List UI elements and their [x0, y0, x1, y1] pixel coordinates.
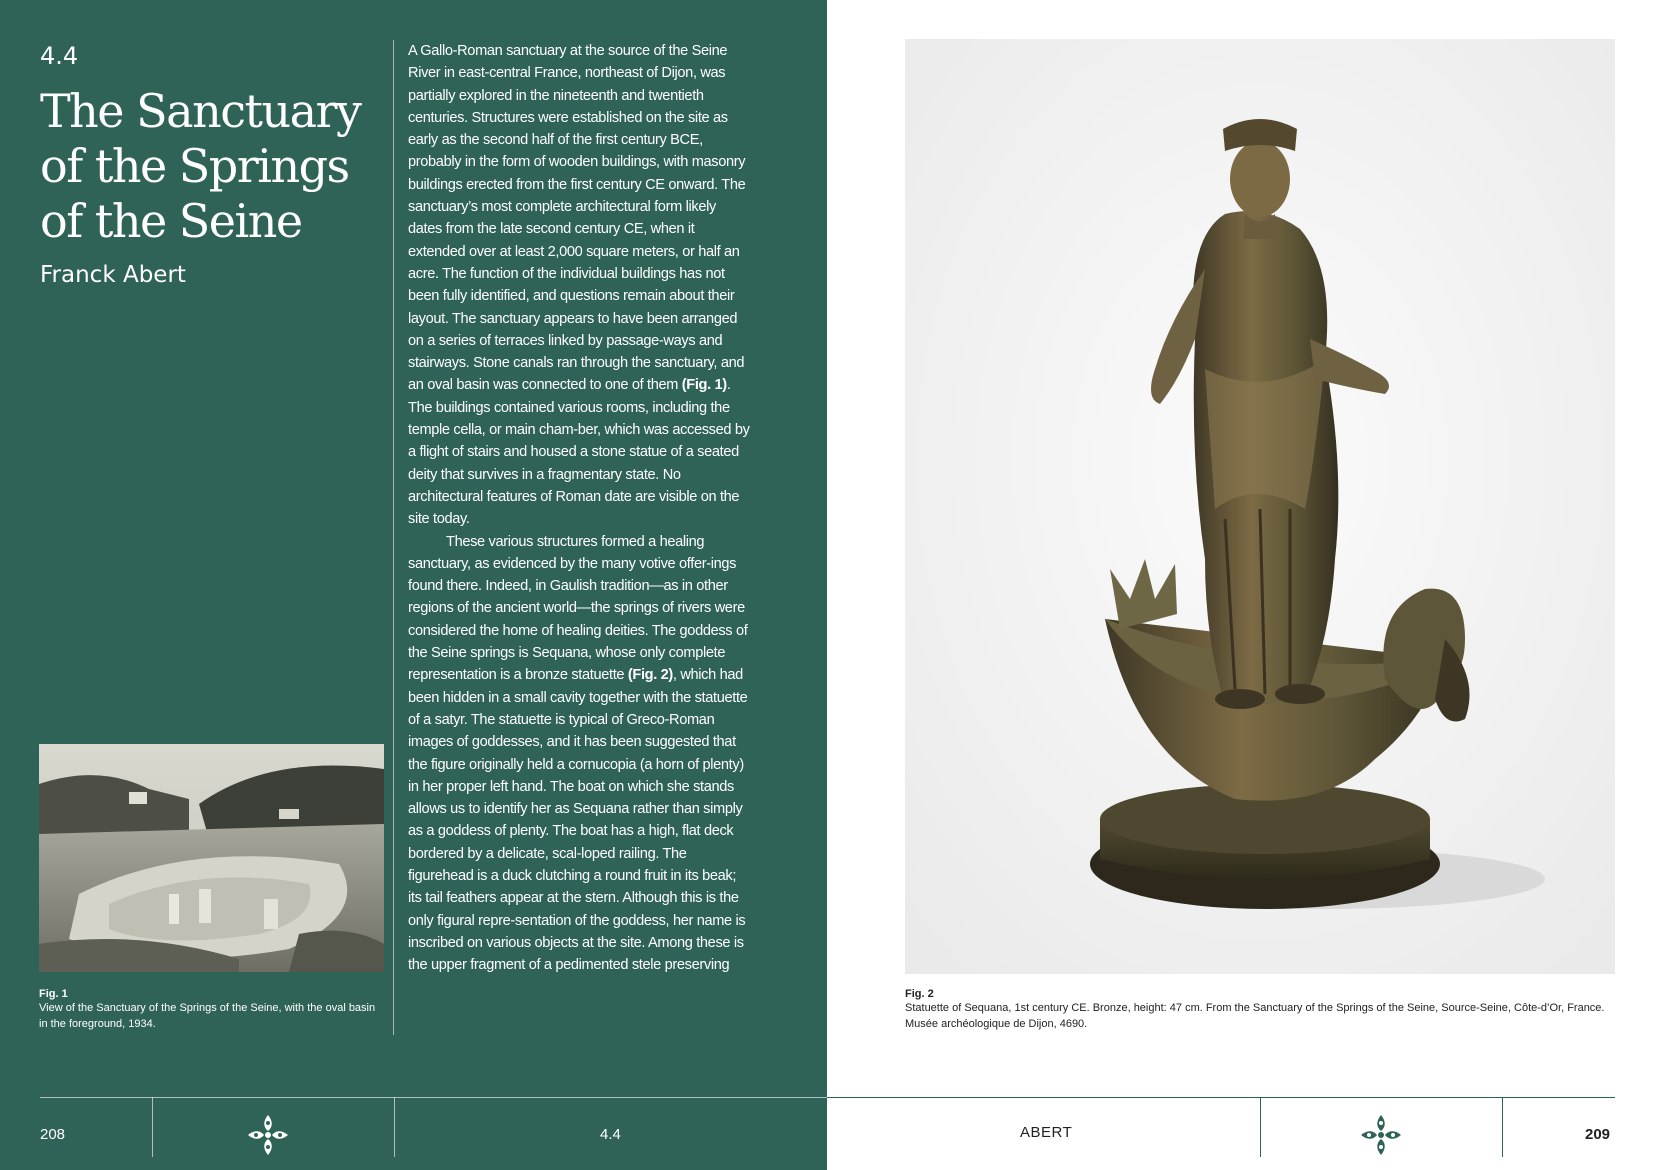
- fig1-photo: [39, 744, 384, 972]
- quatrefoil-ornament-icon: [1359, 1113, 1403, 1157]
- page-number-right: 209: [1585, 1126, 1611, 1143]
- sanctuary-site-photo: [39, 744, 384, 972]
- footer-section-number: 4.4: [600, 1126, 621, 1143]
- column-divider: [393, 40, 394, 1035]
- fig1-label: Fig. 1: [39, 988, 68, 1000]
- footer-divider: [152, 1097, 153, 1157]
- fig2-photo: [905, 39, 1615, 974]
- paragraph-1-text-b: . The buildings contained various rooms, including the temple cella, or main cham-ber, which was accessed by a flight of stairs and housed a stone statue of a seated deity that survives in a fragmentary state. No architectural features of Roman date are visible on the site today.: [408, 377, 750, 528]
- running-head-author: ABERT: [1020, 1124, 1073, 1141]
- quatrefoil-ornament-icon: [246, 1113, 290, 1157]
- paragraph-2-text-b: , which had been hidden in a small cavity together with the statuette of a satyr. The statuette is typical of Greco-Roman images of goddesses, and it has been suggested that the figure originally held a cornucopia (a horn of plenty) in her proper left hand. The boat on which she stands allows us to identify her as Sequana rather than simply as a goddess of plenty. The boat has a high, flat deck bordered by a delicate, scal-loped railing. The figurehead is a duck clutching a round fruit in its beak; its tail feathers appear at the stern. Although this is the only figural repre-sentation of the goddess, her name is inscribed on various objects at the site. Among these is the upper fragment of a pedimented stele preserving: [408, 667, 748, 974]
- paragraph-1: [408, 40, 753, 531]
- footer-rule-left: [40, 1097, 827, 1098]
- chapter-title: The Sanctuary of the Springs of the Seine: [40, 84, 361, 248]
- paragraph-2-text-a: These various structures formed a healing sanctuary, as evidenced by the many votive offer-ings found there. Indeed, in Gaulish tradition—as in other regions of the ancient world—the springs of rivers were considered the home of healing deities. The goddess of the Seine springs is Sequana, whose only complete representation is a bronze statuette: [408, 533, 748, 684]
- paragraph-2: [408, 531, 753, 977]
- footer-divider: [1502, 1097, 1503, 1157]
- paragraph-1-text-a: A Gallo-Roman sanctuary at the source of the Seine River in east-central France, northeast of Dijon, was partially explored in the nineteenth and twentieth centuries. Structures were established on the site as early as the second half of the first century BCE, probably in the form of wooden buildings, with masonry buildings erected from the first century CE onward. The sanctuary’s most complete architectural form likely dates from the late second century CE, when it extended over at least 2,000 square meters, or half an acre. The function of the individual buildings has not been fully identified, and questions remain about their layout. The sanctuary appears to have been arranged on a series of terraces linked by passage-ways and stairways. Stone canals ran through the sanctuary, and an oval basin was connected to one of them: [408, 43, 746, 394]
- fig2-reference-link[interactable]: (Fig. 2): [627, 667, 673, 684]
- page-number-left: 208: [40, 1126, 66, 1143]
- footer-divider: [1260, 1097, 1261, 1157]
- fig1-caption-block: [39, 988, 384, 1032]
- fig2-caption: Statuette of Sequana, 1st century CE. Bronze, height: 47 cm. From the Sanctuary of the Springs of the Seine, Source-Seine, Côte-d’Or, France. Musée archéologique de Dijon, 4690.: [905, 1002, 1605, 1030]
- fig1-caption: View of the Sanctuary of the Springs of the Seine, with the oval basin in the foreground, 1934.: [39, 1002, 376, 1030]
- footer-rule-right: [827, 1097, 1615, 1098]
- author-name: Franck Abert: [40, 262, 186, 288]
- body-text: [408, 40, 753, 976]
- section-number: 4.4: [40, 42, 79, 70]
- sequana-statuette-image: [905, 39, 1615, 974]
- fig2-label: Fig. 2: [905, 988, 934, 1000]
- fig2-caption-block: [905, 988, 1615, 1032]
- footer-divider: [394, 1097, 395, 1157]
- fig1-reference-link[interactable]: (Fig. 1): [681, 377, 727, 394]
